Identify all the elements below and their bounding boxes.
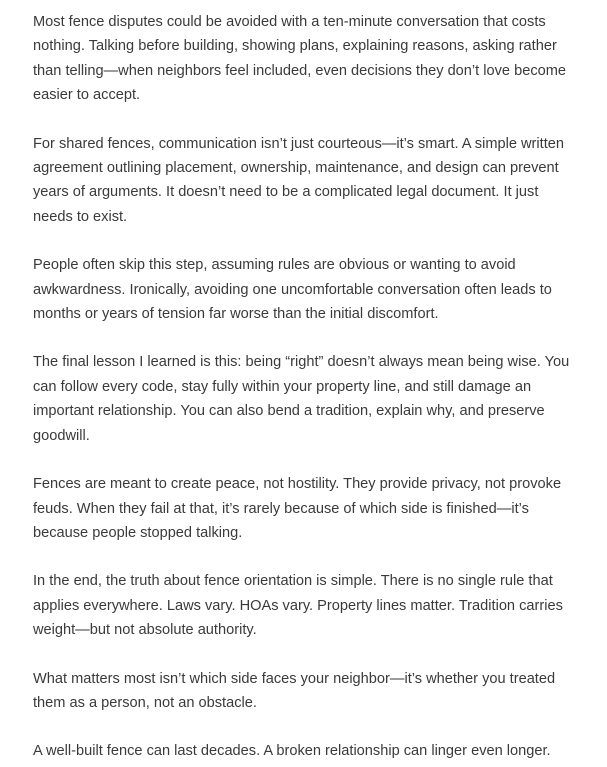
paragraph-final-lesson: The final lesson I learned is this: being “right” doesn’t always mean being wise. You can follow every code, stay fully within your property line, and still damage an important relationship. You can also bend a tradition, explain why, and preserve goodwill. — [33, 354, 570, 444]
paragraph-shared-fences: For shared fences, communication isn’t just courteous—it’s smart. A simple written agreement outlining placement, ownership, maintenance, and design can prevent years of arguments. It doesn’t need to be a complicated legal document. It just needs to exist. — [33, 135, 564, 225]
paragraph-conversation: Most fence disputes could be avoided with a ten-minute conversation that costs nothing. Talking before building, showing plans, explaining reasons, asking rather than telling—when neighbors feel included, even decisions they don’t love become easier to accept. — [33, 14, 567, 104]
paragraph-peace: Fences are meant to create peace, not hostility. They provide privacy, not provoke feuds. When they fail at that, it’s rarely because of which side is finished—it’s because people stopped talking. — [33, 476, 562, 541]
paragraph-what-matters: What matters most isn’t which side faces your neighbor—it’s whether you treated them as a person, not an obstacle. — [33, 670, 556, 711]
paragraph-closing: A well-built fence can last decades. A broken relationship can linger even longer. — [33, 743, 551, 760]
article-body — [33, 10, 581, 764]
paragraph-skip-step: People often skip this step, assuming rules are obvious or wanting to avoid awkwardness. Ironically, avoiding one uncomfortable conversation often leads to months or years of tension far worse than the initial discomfort. — [33, 257, 552, 323]
paragraph-truth: In the end, the truth about fence orientation is simple. There is no single rule that applies everywhere. Laws vary. HOAs vary. Property lines matter. Tradition carries weight—but not absolute authority. — [33, 573, 563, 639]
